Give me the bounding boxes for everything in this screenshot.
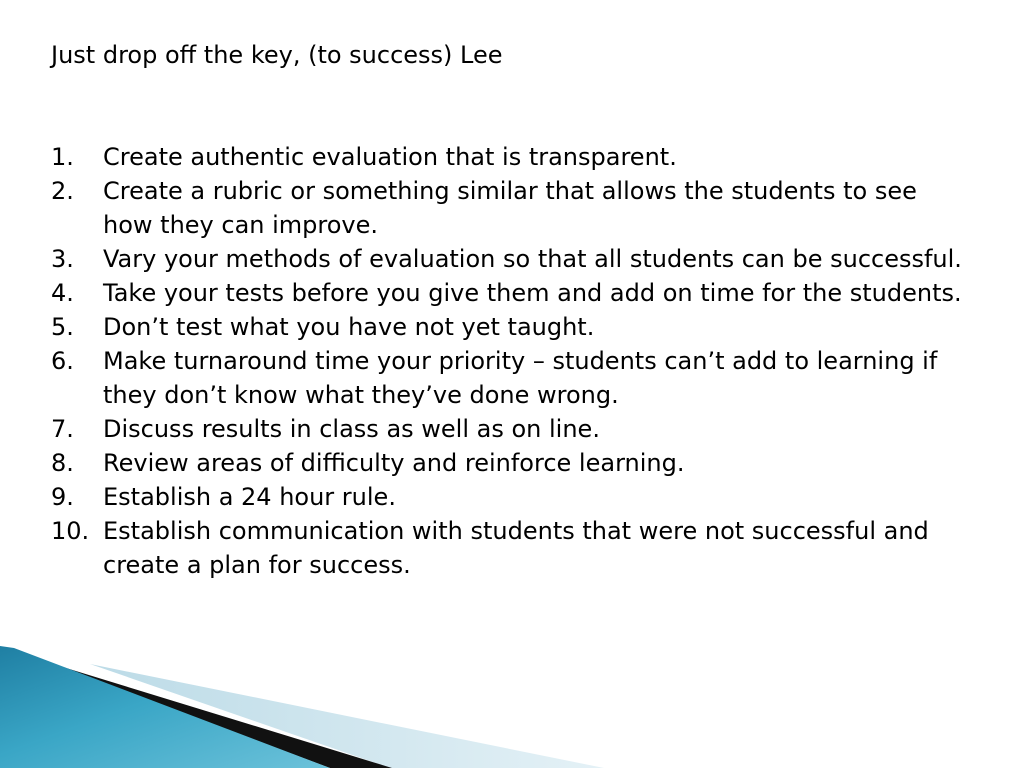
slide-title: Just drop off the key, (to success) Lee: [51, 41, 503, 69]
list-item-number: 2.: [51, 177, 74, 205]
list-item-text: Review areas of difficulty and reinforce learning.: [103, 449, 685, 477]
list-item-number: 5.: [51, 313, 74, 341]
list-item-text: Take your tests before you give them and add on time for the students.: [103, 279, 962, 307]
list-item-text: Create a rubric or something similar that allows the students to see how they can improve.: [103, 177, 917, 239]
list-item-text: Don’t test what you have not yet taught.: [103, 313, 595, 341]
list-item-number: 4.: [51, 279, 74, 307]
list-item-text: Establish communication with students that were not successful and create a plan for success.: [103, 517, 929, 579]
list-item-number: 7.: [51, 415, 74, 443]
list-item-number: 10.: [51, 517, 90, 545]
list-item-text: Discuss results in class as well as on line.: [103, 415, 600, 443]
list-item-text: Vary your methods of evaluation so that all students can be successful.: [103, 245, 962, 273]
list-item-number: 3.: [51, 245, 74, 273]
list-item-number: 8.: [51, 449, 74, 477]
list-item-text: Create authentic evaluation that is transparent.: [103, 143, 677, 171]
list-item-number: 6.: [51, 347, 74, 375]
list-item-number: 1.: [51, 143, 74, 171]
list-item-number: 9.: [51, 483, 74, 511]
list-item-text: Establish a 24 hour rule.: [103, 483, 396, 511]
list-item-text: Make turnaround time your priority – students can’t add to learning if they don’t know what they’ve done wrong.: [103, 347, 938, 409]
